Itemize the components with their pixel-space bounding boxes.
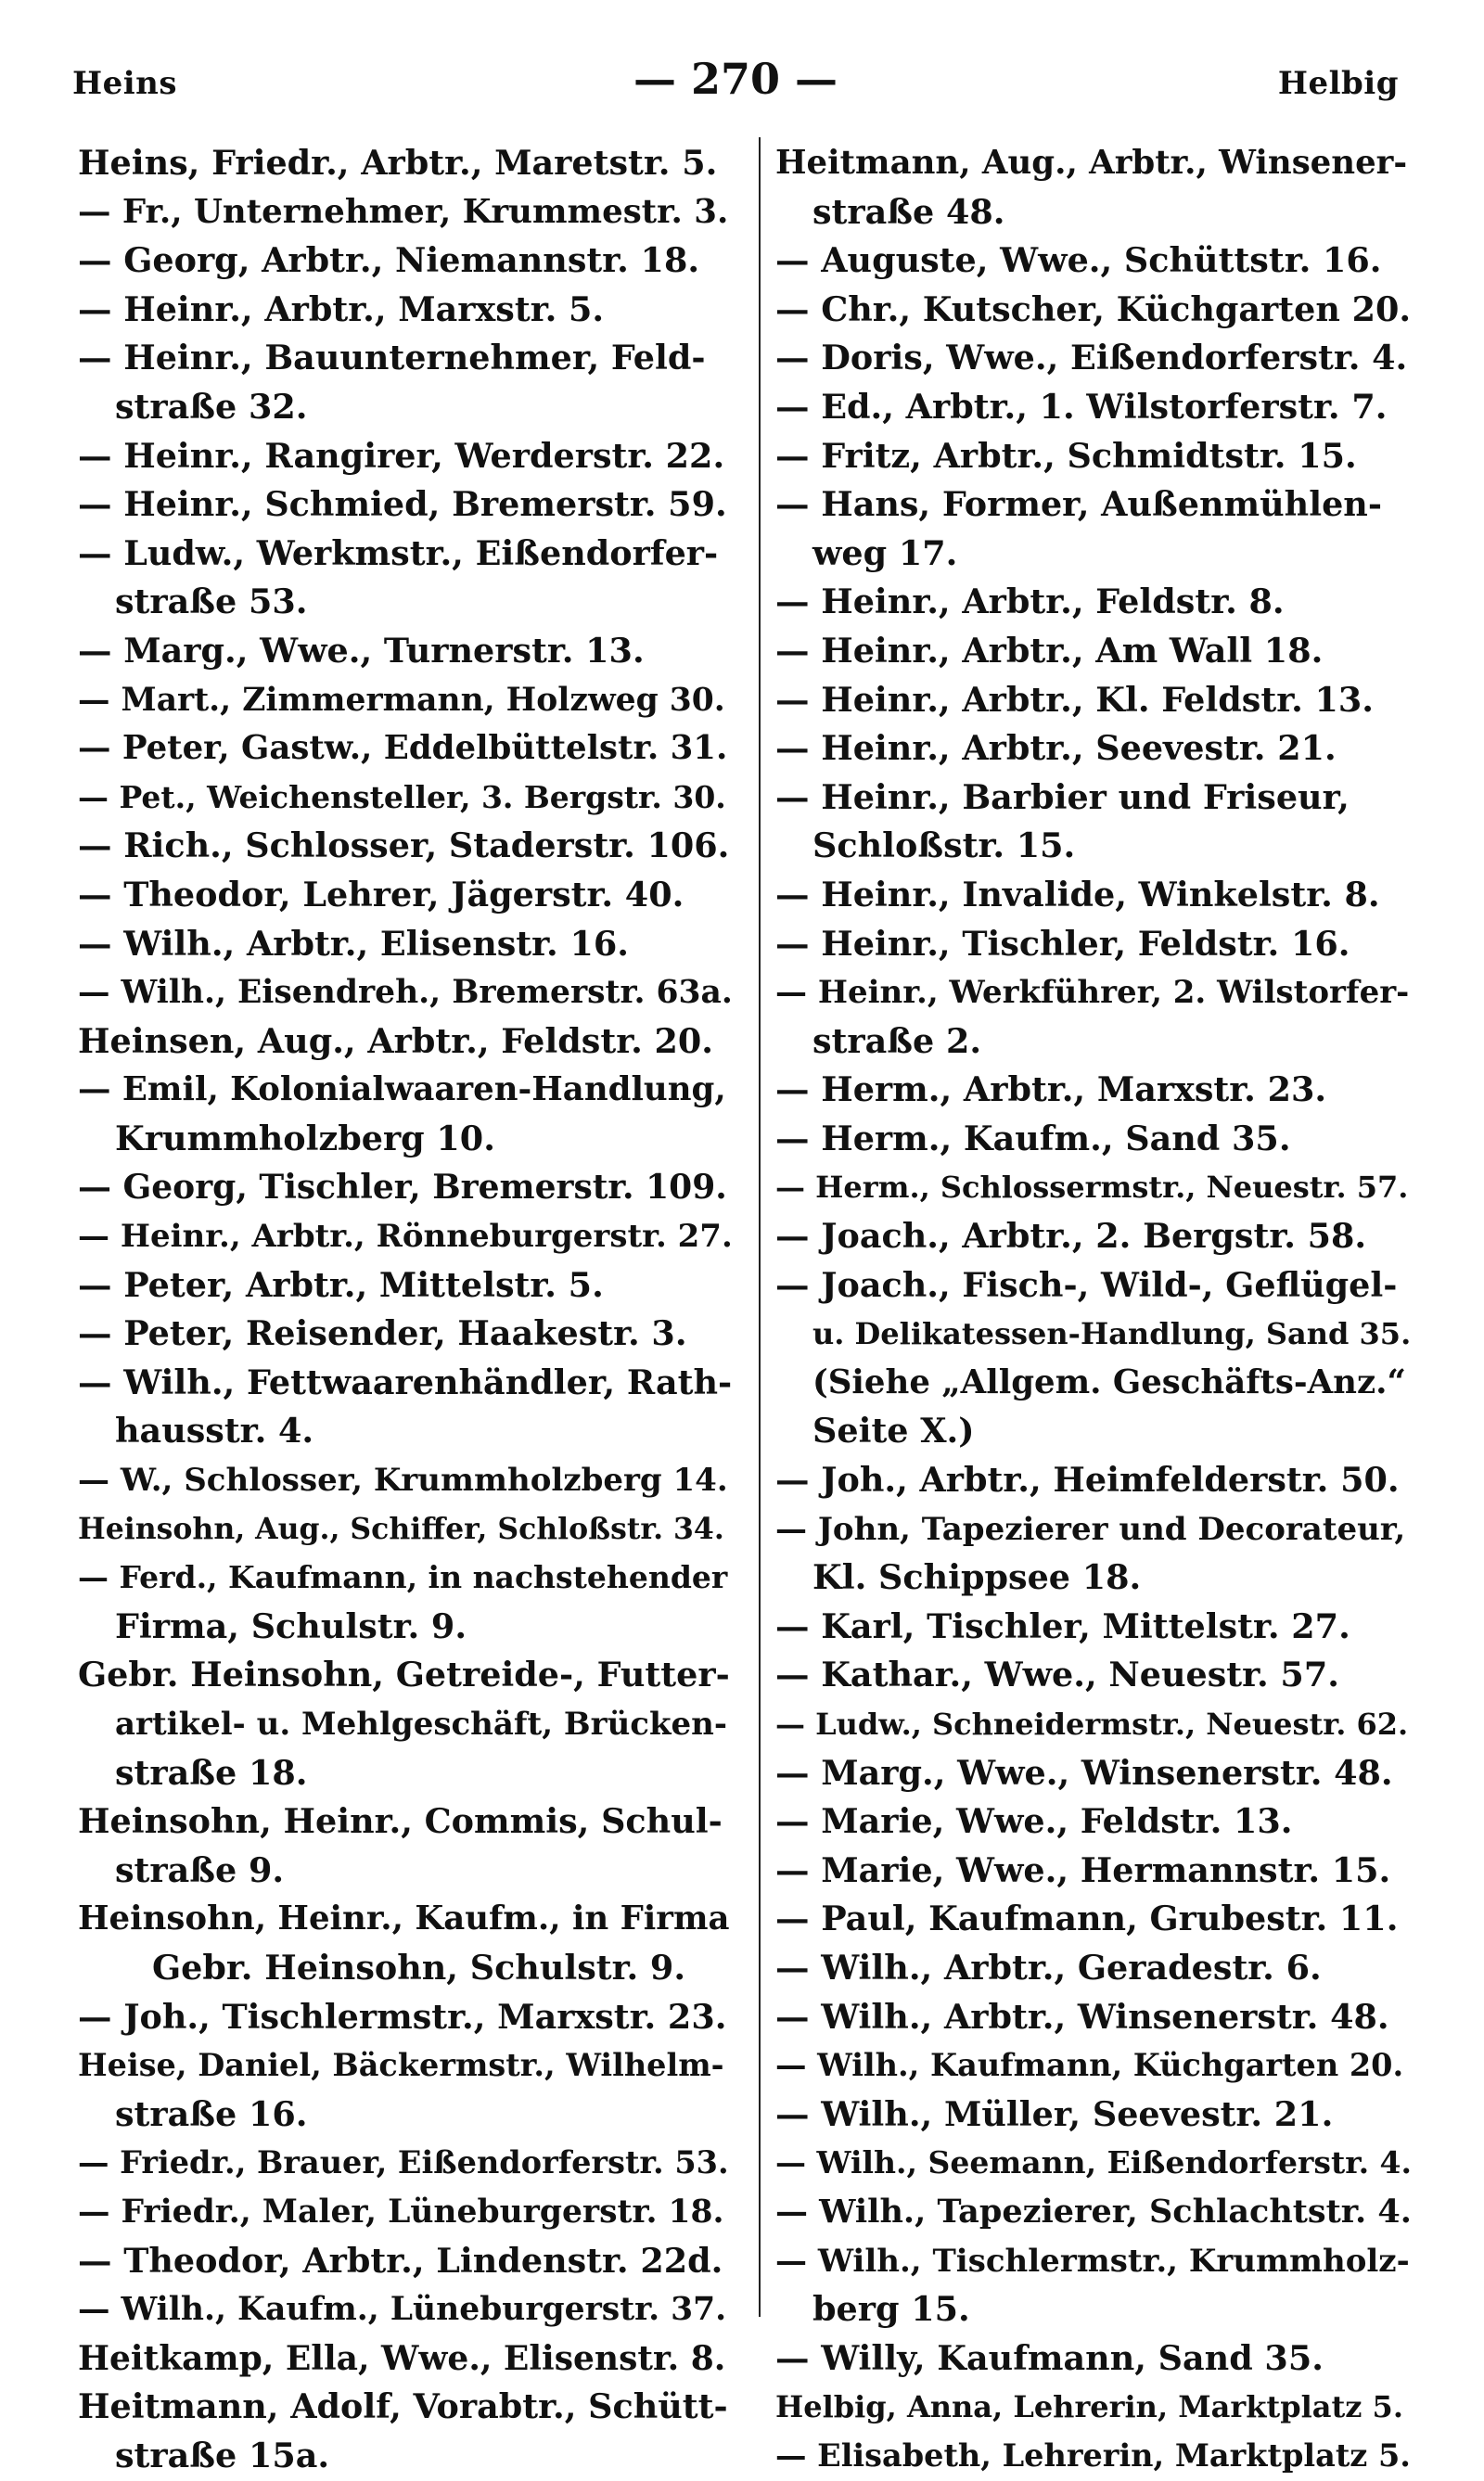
directory-entry-line: — Wilh., Arbtr., Elisenstr. 16. bbox=[78, 923, 629, 964]
directory-entry-line: — Emil, Kolonialwaaren-Handlung, bbox=[78, 1070, 726, 1109]
directory-entry-line: — Wilh., Seemann, Eißendorferstr. 4. bbox=[775, 2144, 1412, 2181]
directory-entry-line: — Pet., Weichensteller, 3. Bergstr. 30. bbox=[78, 778, 726, 815]
directory-entry-line: — Friedr., Maler, Lüneburgerstr. 18. bbox=[78, 2193, 724, 2231]
directory-entry-line: — Heinr., Barbier und Friseur, bbox=[775, 776, 1350, 817]
directory-entry-line: Seite X.) bbox=[812, 1411, 975, 1452]
directory-entry-line: straße 16. bbox=[115, 2093, 308, 2134]
directory-entry-line: — Willy, Kaufmann, Sand 35. bbox=[775, 2337, 1324, 2378]
directory-entry-line: — Ed., Arbtr., 1. Wilstorferstr. 7. bbox=[775, 386, 1388, 427]
directory-entry-line: — Wilh., Tischlermstr., Krummholz- bbox=[775, 2242, 1410, 2280]
directory-entry-line: — Karl, Tischler, Mittelstr. 27. bbox=[775, 1605, 1350, 1646]
directory-entry-line: — Marg., Wwe., Winsenerstr. 48. bbox=[775, 1752, 1393, 1793]
directory-entry-line: hausstr. 4. bbox=[115, 1411, 314, 1452]
directory-entry-line: — Hans, Former, Außenmühlen- bbox=[775, 484, 1382, 525]
directory-entry-line: Gebr. Heinsohn, Getreide-, Futter- bbox=[78, 1655, 730, 1695]
directory-entry-line: — Heinr., Rangirer, Werderstr. 22. bbox=[78, 435, 725, 476]
directory-entry-line: Heitkamp, Ella, Wwe., Elisenstr. 8. bbox=[78, 2338, 726, 2378]
column-divider bbox=[759, 137, 761, 2317]
directory-entry-line: — Theodor, Lehrer, Jägerstr. 40. bbox=[78, 874, 684, 914]
directory-entry-line: — Heinr., Arbtr., Seevestr. 21. bbox=[775, 728, 1337, 769]
directory-entry-line: — Wilh., Müller, Seevestr. 21. bbox=[775, 2093, 1334, 2134]
directory-entry-line: — Friedr., Brauer, Eißendorferstr. 53. bbox=[78, 2144, 729, 2181]
directory-entry-line: — Ludw., Werkmstr., Eißendorfer- bbox=[78, 532, 719, 573]
directory-entry-line: — Doris, Wwe., Eißendorferstr. 4. bbox=[775, 338, 1408, 378]
directory-entry-line: — Rich., Schlosser, Staderstr. 106. bbox=[78, 825, 730, 866]
directory-entry-line: Schloßstr. 15. bbox=[812, 825, 1076, 866]
directory-entry-line: straße 18. bbox=[115, 1752, 308, 1793]
directory-entry-line: — Fritz, Arbtr., Schmidtstr. 15. bbox=[775, 435, 1357, 476]
directory-entry-line: — Heinr., Arbtr., Feldstr. 8. bbox=[775, 582, 1285, 622]
directory-entry-line: — Heinr., Arbtr., Rönneburgerstr. 27. bbox=[78, 1218, 733, 1256]
left-column bbox=[78, 139, 736, 2481]
directory-entry-line: — Heinr., Arbtr., Kl. Feldstr. 13. bbox=[775, 679, 1374, 720]
running-head-right: Helbig bbox=[1277, 65, 1399, 102]
directory-entry-line: — Peter, Arbtr., Mittelstr. 5. bbox=[78, 1264, 604, 1305]
right-column bbox=[775, 139, 1415, 2481]
directory-entry-line: Krummholzberg 10. bbox=[115, 1118, 495, 1158]
directory-entry-line: — Wilh., Arbtr., Geradestr. 6. bbox=[775, 1947, 1322, 1988]
directory-entry-line: Heinsohn, Aug., Schiffer, Schloßstr. 34. bbox=[78, 1511, 724, 1546]
directory-entry-line: — Ferd., Kaufmann, in nachstehender bbox=[78, 1559, 728, 1596]
directory-entry-line: straße 15a. bbox=[115, 2435, 330, 2475]
directory-entry-line: Heins, Friedr., Arbtr., Maretstr. 5. bbox=[78, 143, 718, 183]
directory-entry-line: — Heinr., Bauunternehmer, Feld- bbox=[78, 338, 706, 378]
directory-entry-line: — Joh., Arbtr., Heimfelderstr. 50. bbox=[775, 1460, 1400, 1501]
directory-entry-line: — Peter, Gastw., Eddelbüttelstr. 31. bbox=[78, 729, 728, 768]
directory-entry-line: — Kathar., Wwe., Neuestr. 57. bbox=[775, 1655, 1339, 1695]
directory-entry-line: — Heinr., Werkführer, 2. Wilstorfer- bbox=[775, 974, 1410, 1012]
directory-entry-line: — Joach., Arbtr., 2. Bergstr. 58. bbox=[775, 1216, 1367, 1257]
directory-entry-line: — Heinr., Schmied, Bremerstr. 59. bbox=[78, 484, 727, 525]
directory-entry-line: — Wilh., Tapezierer, Schlachtstr. 4. bbox=[775, 2192, 1412, 2231]
directory-entry-line: — Herm., Kaufm., Sand 35. bbox=[775, 1118, 1291, 1158]
directory-entry-line: — Fr., Unternehmer, Krummestr. 3. bbox=[78, 192, 729, 231]
directory-entry-line: — Wilh., Kaufm., Lüneburgerstr. 37. bbox=[78, 2291, 727, 2329]
directory-entry-line: straße 32. bbox=[115, 386, 308, 427]
directory-entry-line: Helbig, Anna, Lehrerin, Marktplatz 5. bbox=[775, 2389, 1403, 2425]
directory-entry-line: — Auguste, Wwe., Schüttstr. 16. bbox=[775, 240, 1382, 281]
directory-entry-line: straße 53. bbox=[115, 582, 308, 622]
directory-entry-line: berg 15. bbox=[812, 2289, 970, 2330]
directory-entry-line: — Theodor, Arbtr., Lindenstr. 22d. bbox=[78, 2240, 723, 2281]
directory-entry-line: u. Delikatessen-Handlung, Sand 35. bbox=[812, 1316, 1412, 1352]
directory-entry-line: — Heinr., Invalide, Winkelstr. 8. bbox=[775, 874, 1380, 914]
directory-entry-line: — Joach., Fisch-, Wild-, Geflügel- bbox=[775, 1264, 1398, 1305]
directory-entry-line: artikel- u. Mehlgeschäft, Brücken- bbox=[115, 1706, 728, 1743]
directory-entry-line: — Marie, Wwe., Hermannstr. 15. bbox=[775, 1849, 1391, 1890]
page-number: — 270 — bbox=[633, 54, 838, 104]
directory-entry-line: — Wilh., Eisendreh., Bremerstr. 63a. bbox=[78, 974, 733, 1012]
directory-entry-line: Heise, Daniel, Bäckermstr., Wilhelm- bbox=[78, 2047, 724, 2084]
directory-entry-line: Gebr. Heinsohn, Schulstr. 9. bbox=[152, 1947, 686, 1988]
directory-entry-line: (Siehe „Allgem. Geschäfts-Anz.“ bbox=[812, 1362, 1406, 1401]
directory-entry-line: Heitmann, Adolf, Vorabtr., Schütt- bbox=[78, 2386, 728, 2427]
directory-entry-line: — Elisabeth, Lehrerin, Marktplatz 5. bbox=[775, 2436, 1411, 2474]
running-head bbox=[72, 54, 1399, 109]
directory-entry-line: — John, Tapezierer und Decorateur, bbox=[775, 1510, 1406, 1548]
directory-entry-line: — Georg, Arbtr., Niemannstr. 18. bbox=[78, 240, 700, 281]
directory-entry-line: — Chr., Kutscher, Küchgarten 20. bbox=[775, 288, 1412, 329]
directory-entry-line: — Ludw., Schneidermstr., Neuestr. 62. bbox=[775, 1707, 1409, 1742]
directory-entry-line: — Herm., Schlossermstr., Neuestr. 57. bbox=[775, 1170, 1409, 1206]
directory-entry-line: — Paul, Kaufmann, Grubestr. 11. bbox=[775, 1899, 1399, 1939]
directory-entry-line: straße 2. bbox=[812, 1020, 982, 1061]
directory-entry-line: — Wilh., Fettwaarenhändler, Rath- bbox=[78, 1362, 733, 1402]
directory-entry-line: — W., Schlosser, Krummholzberg 14. bbox=[78, 1462, 728, 1500]
directory-entry-line: — Heinr., Arbtr., Am Wall 18. bbox=[775, 630, 1324, 671]
directory-entry-line: — Georg, Tischler, Bremerstr. 109. bbox=[78, 1168, 727, 1208]
directory-entry-line: — Joh., Tischlermstr., Marxstr. 23. bbox=[78, 1996, 727, 2037]
directory-entry-line: — Wilh., Kaufmann, Küchgarten 20. bbox=[775, 2047, 1404, 2084]
directory-entry-line: — Heinr., Arbtr., Marxstr. 5. bbox=[78, 288, 605, 329]
directory-entry-line: straße 9. bbox=[115, 1849, 285, 1890]
directory-entry-line: Heinsohn, Heinr., Commis, Schul- bbox=[78, 1801, 723, 1842]
directory-entry-line: — Mart., Zimmermann, Holzweg 30. bbox=[78, 681, 725, 719]
directory-entry-line: Kl. Schippsee 18. bbox=[812, 1557, 1142, 1598]
directory-entry-line: Heinsohn, Heinr., Kaufm., in Firma bbox=[78, 1899, 730, 1938]
directory-entry-line: — Peter, Reisender, Haakestr. 3. bbox=[78, 1313, 687, 1354]
directory-entry-line: Heitmann, Aug., Arbtr., Winsener- bbox=[775, 144, 1408, 182]
directory-entry-line: — Heinr., Tischler, Feldstr. 16. bbox=[775, 923, 1350, 964]
directory-entry-line: Firma, Schulstr. 9. bbox=[115, 1605, 467, 1646]
directory-entry-line: straße 48. bbox=[812, 191, 1005, 232]
running-head-left: Heins bbox=[72, 65, 178, 102]
directory-entry-line: — Herm., Arbtr., Marxstr. 23. bbox=[775, 1069, 1327, 1110]
directory-entry-line: Heinsen, Aug., Arbtr., Feldstr. 20. bbox=[78, 1020, 713, 1061]
directory-entry-line: — Wilh., Arbtr., Winsenerstr. 48. bbox=[775, 1996, 1389, 2037]
directory-entry-line: — Marie, Wwe., Feldstr. 13. bbox=[775, 1801, 1293, 1842]
directory-entry-line: weg 17. bbox=[812, 532, 958, 573]
directory-entry-line: — Marg., Wwe., Turnerstr. 13. bbox=[78, 630, 645, 671]
